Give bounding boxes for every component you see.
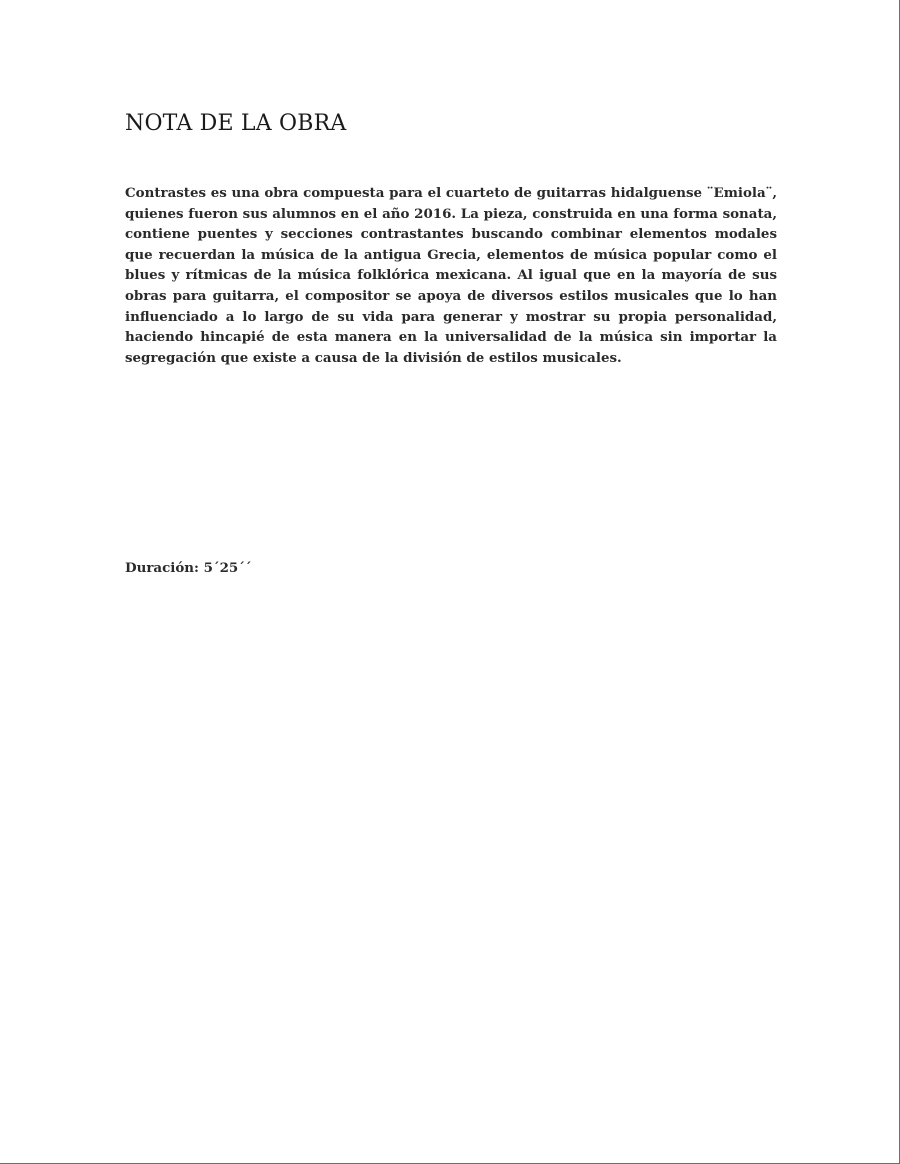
page-title: NOTA DE LA OBRA bbox=[125, 111, 347, 136]
description-paragraph: Contrastes es una obra compuesta para el cuarteto de guitarras hidalguense ¨Emiola¨, quienes fueron sus alumnos en el año 2016. La pieza, construida en una forma sonata, contiene puentes y secciones contrastantes buscando combinar elementos modales que recuerdan la música de la antigua Grecia, elementos de música popular como el blues y rítmicas de la música folklórica mexicana. Al igual que en la mayoría de sus obras para guitarra, el compositor se apoya de diversos estilos musicales que lo han influenciado a lo largo de su vida para generar y mostrar su propia personalidad, haciendo hincapié de esta manera en la universalidad de la música sin importar la segregación que existe a causa de la división de estilos musicales. bbox=[125, 185, 777, 366]
duration-label: Duración: 5´25´´ bbox=[125, 560, 252, 576]
